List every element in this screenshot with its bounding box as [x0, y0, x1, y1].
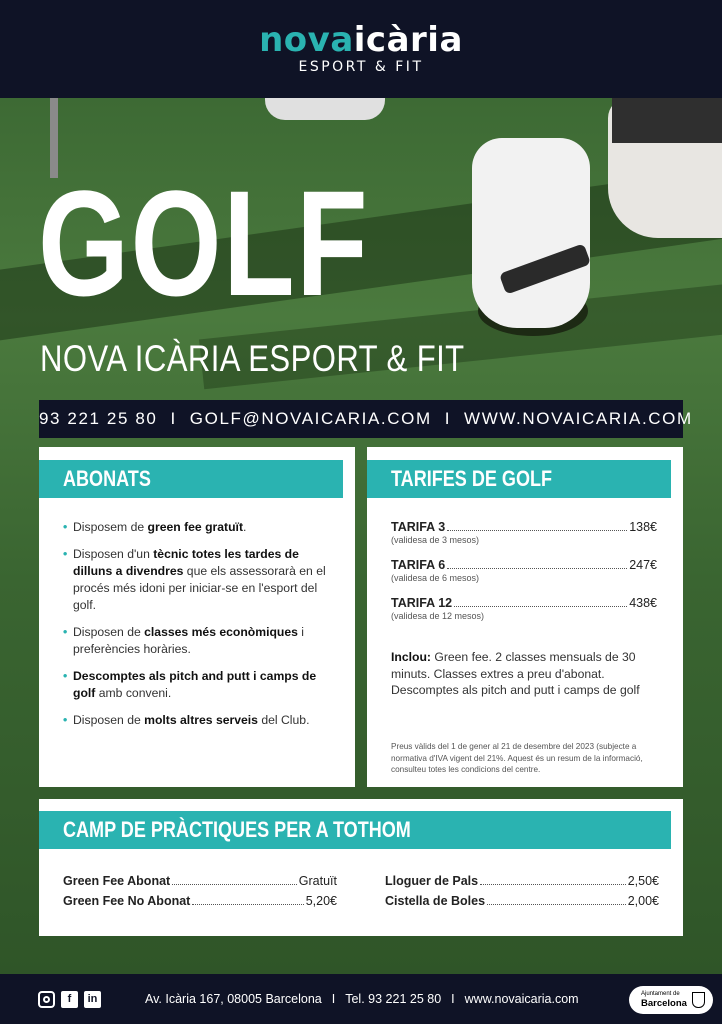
inclou-label: Inclou:	[391, 650, 431, 664]
linkedin-icon[interactable]: in	[84, 991, 101, 1008]
social-links	[38, 991, 101, 1008]
benefits-list	[63, 519, 333, 739]
tarifes-heading	[367, 460, 671, 498]
footer-address: Av. Icària 167, 08005 Barcelona	[145, 992, 322, 1006]
footer-web[interactable]: www.novaicaria.com	[464, 992, 579, 1006]
rates-list	[391, 520, 657, 634]
golf-shoe	[265, 98, 385, 120]
separator: I	[331, 992, 336, 1006]
instagram-icon[interactable]	[38, 991, 55, 1008]
page-title: GOLF	[38, 159, 370, 327]
list-item	[63, 668, 333, 702]
abonats-heading-text: ABONATS	[63, 466, 151, 491]
leader-dots	[480, 884, 626, 885]
ajuntament-line2: Barcelona	[641, 998, 687, 1009]
price-name: Green Fee No Abonat	[63, 894, 191, 908]
price-value: Gratuït	[298, 874, 337, 888]
shield-icon	[692, 992, 705, 1008]
item-bold: classes més econòmiques	[144, 625, 298, 639]
rate-name: TARIFA 12	[391, 596, 453, 610]
list-item	[63, 624, 333, 658]
leader-dots	[172, 884, 297, 885]
item-bold: green fee gratuït	[147, 520, 244, 534]
price-value: 5,20€	[305, 894, 337, 908]
separator: I	[170, 409, 177, 428]
camp-card	[39, 799, 683, 936]
price-name: Green Fee Abonat	[63, 874, 171, 888]
item-bold: tècnic totes les tardes de dilluns a divendres	[73, 547, 299, 578]
list-item	[63, 519, 333, 536]
leader-dots	[192, 904, 303, 905]
separator: I	[451, 992, 455, 1006]
item-bold: molts altres serveis	[144, 713, 258, 727]
rate-note: (validesa de 3 mesos)	[391, 535, 480, 545]
logo-part-nova: nova	[259, 20, 354, 60]
contact-bar	[39, 400, 693, 438]
item-text: Disposem de	[73, 520, 148, 534]
abonats-card	[39, 447, 355, 787]
list-item	[63, 712, 333, 729]
rate-name: TARIFA 6	[391, 558, 446, 572]
item-text: Disposen de	[73, 713, 145, 727]
price-row	[385, 894, 659, 908]
ajuntament-line1: Ajuntament de	[641, 991, 680, 997]
price-name: Cistella de Boles	[385, 894, 486, 908]
rate-price: 438€	[629, 596, 657, 610]
leader-dots	[447, 530, 627, 531]
logo-part-icaria: icària	[353, 20, 463, 60]
list-item	[63, 546, 333, 614]
brand-logo[interactable]	[0, 22, 722, 75]
page-subtitle: NOVA ICÀRIA ESPORT & FIT	[40, 338, 465, 379]
leader-dots	[487, 904, 626, 905]
leader-dots	[447, 568, 627, 569]
item-text: i preferències horàries.	[73, 625, 305, 656]
leader-dots	[454, 606, 627, 607]
item-text: Disposen de	[73, 625, 145, 639]
contact-web[interactable]: WWW.NOVAICARIA.COM	[464, 409, 693, 428]
camp-prices-right	[385, 874, 659, 914]
footer-info	[145, 992, 579, 1006]
item-text: que els assessorarà en el procés més idoni per iniciar-se en l'esport del golf.	[73, 564, 326, 612]
rate-item	[391, 520, 657, 545]
price-value: 2,00€	[627, 894, 659, 908]
rate-price: 247€	[629, 558, 657, 572]
rate-item	[391, 558, 657, 583]
price-row	[63, 894, 337, 908]
logo-subtitle: ESPORT & FIT	[298, 59, 424, 75]
inclou-text	[391, 649, 651, 699]
price-row	[63, 874, 337, 888]
camp-heading-text: CAMP DE PRÀCTIQUES PER A TOTHOM	[63, 817, 411, 842]
rate-name: TARIFA 3	[391, 520, 446, 534]
camp-heading	[39, 811, 671, 849]
footer-phone[interactable]: Tel. 93 221 25 80	[345, 992, 442, 1006]
rate-note: (validesa de 12 mesos)	[391, 611, 485, 621]
golf-glove	[472, 138, 590, 328]
footer	[0, 974, 722, 1024]
rate-note: (validesa de 6 mesos)	[391, 573, 480, 583]
rate-item	[391, 596, 657, 621]
tarifes-heading-text: TARIFES DE GOLF	[391, 466, 553, 491]
item-text: amb conveni.	[95, 686, 172, 700]
ajuntament-logo[interactable]	[629, 986, 713, 1014]
abonats-heading	[39, 460, 343, 498]
fine-print: Preus vàlids del 1 de gener al 21 de desembre del 2023 (subjecte a normativa d'IVA vigent del 21%. Aquest és un resum de la informació, consulteu totes les condicions del centre.	[391, 742, 643, 774]
item-text: Disposen d'un	[73, 547, 154, 561]
inclou-body: Green fee. 2 classes mensuals de 30 minuts. Classes extres a preu d'abonat. Descomptes als pitch and putt i camps de golf	[391, 650, 640, 697]
price-row	[385, 874, 659, 888]
camp-prices-left	[63, 874, 337, 914]
tarifes-card	[367, 447, 683, 787]
header	[0, 0, 722, 98]
item-text: .	[243, 520, 247, 534]
logo-wordmark	[0, 22, 722, 58]
contact-email[interactable]: GOLF@NOVAICARIA.COM	[189, 409, 432, 428]
separator: I	[444, 409, 452, 428]
price-value: 2,50€	[627, 874, 659, 888]
trouser-leg	[612, 98, 722, 143]
contact-phone[interactable]: 93 221 25 80	[39, 409, 158, 428]
facebook-icon[interactable]: f	[61, 991, 78, 1008]
rate-price: 138€	[629, 520, 657, 534]
item-text: del Club.	[257, 713, 310, 727]
item-bold: Descomptes als pitch and putt i camps de golf	[73, 669, 317, 700]
price-name: Lloguer de Pals	[385, 874, 479, 888]
